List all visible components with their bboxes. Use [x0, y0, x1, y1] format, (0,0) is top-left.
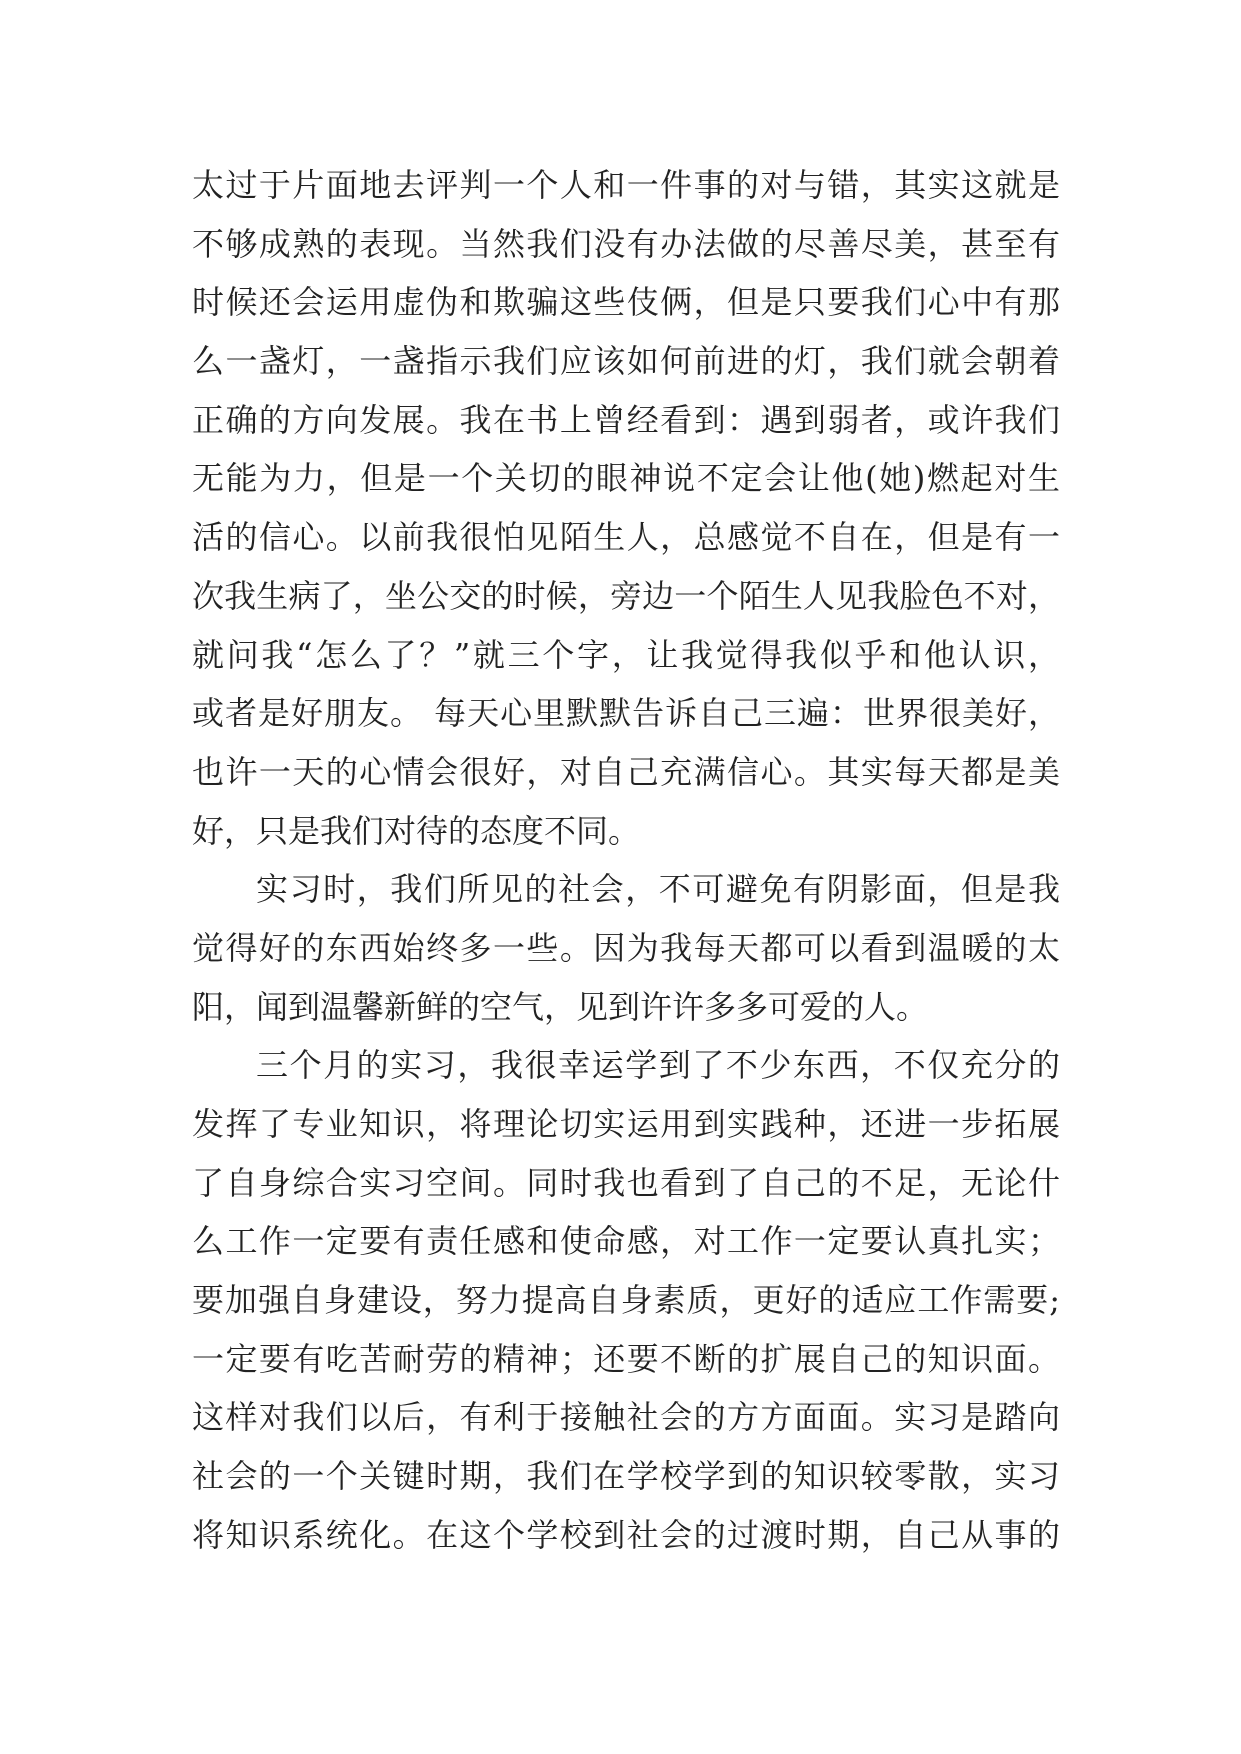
text-line: 次我生病了，坐公交的时候，旁边一个陌生人见我脸色不对，: [192, 576, 1060, 615]
text-line: 么一盏灯，一盏指示我们应该如何前进的灯，我们就会朝着: [192, 342, 1060, 381]
text-line: 一定要有吃苦耐劳的精神；还要不断的扩展自己的知识面。: [192, 1339, 1060, 1378]
document-body: [192, 156, 1060, 1565]
text-line: 就问我“怎么了？”就三个字，让我觉得我似乎和他认识，: [192, 635, 1060, 674]
text-line: 社会的一个关键时期，我们在学校学到的知识较零散，实习: [192, 1457, 1060, 1496]
text-line: 将知识系统化。在这个学校到社会的过渡时期，自己从事的: [192, 1515, 1060, 1554]
text-line: 也许一天的心情会很好，对自己充满信心。其实每天都是美: [192, 752, 1060, 791]
text-line: 活的信心。以前我很怕见陌生人，总感觉不自在，但是有一: [192, 518, 1060, 557]
text-line: 这样对我们以后，有利于接触社会的方方面面。实习是踏向: [192, 1398, 1060, 1437]
text-line: 么工作一定要有责任感和使命感，对工作一定要认真扎实；: [192, 1222, 1060, 1261]
text-line: 不够成熟的表现。当然我们没有办法做的尽善尽美，甚至有: [192, 224, 1060, 263]
text-line: 要加强自身建设，努力提高自身素质，更好的适应工作需要;: [192, 1281, 1060, 1320]
text-line: 时候还会运用虚伪和欺骗这些伎俩，但是只要我们心中有那: [192, 283, 1060, 322]
text-line: 了自身综合实习空间。同时我也看到了自己的不足，无论什: [192, 1163, 1060, 1202]
text-line: 阳，闻到温馨新鲜的空气，见到许许多多可爱的人。: [192, 987, 929, 1026]
text-line: 好，只是我们对待的态度不同。: [192, 811, 641, 850]
text-line: 太过于片面地去评判一个人和一件事的对与错，其实这就是: [192, 166, 1060, 204]
text-line: 正确的方向发展。我在书上曾经看到：遇到弱者，或许我们: [192, 400, 1060, 439]
paragraph-2: [192, 860, 1060, 1036]
text-line: 三个月的实习，我很幸运学到了不少东西，不仅充分的: [256, 1046, 1060, 1085]
text-line: 实习时，我们所见的社会，不可避免有阴影面，但是我: [256, 870, 1060, 909]
text-line: 无能为力，但是一个关切的眼神说不定会让他(她)燃起对生: [192, 459, 1060, 498]
text-line: 觉得好的东西始终多一些。因为我每天都可以看到温暖的太: [192, 928, 1060, 967]
paragraph-1: [192, 156, 1060, 860]
paragraph-3: [192, 1036, 1060, 1564]
text-line: 发挥了专业知识，将理论切实运用到实践种，还进一步拓展: [192, 1105, 1060, 1143]
text-line: 或者是好朋友。 每天心里默默告诉自己三遍：世界很美好，: [192, 694, 1060, 733]
